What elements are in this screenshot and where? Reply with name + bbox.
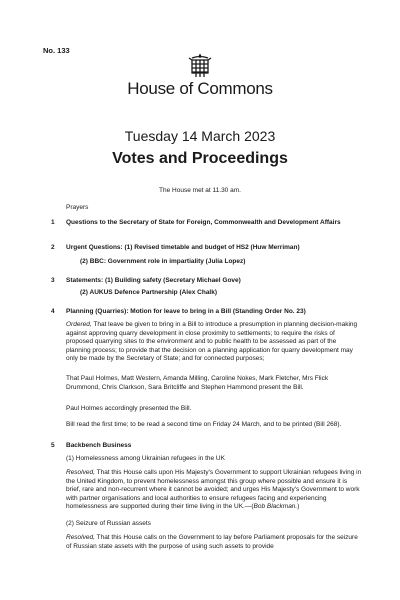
presented-paragraph: Paul Holmes accordingly presented the Bill. (66, 405, 192, 412)
portcullis-icon (187, 54, 213, 80)
motion-text: That this House calls upon His Majesty's Government to support Ukrainian refugees living in the United Kingdom, to prevent homelessness amongst this group where possible and ensure it is brief, rare and non-recurrent where it cannot be avoided; and urges His Majesty's Government to work with partner organisations and local authorities to ensure refugees facing and experiencing homelessness are supported during their time living in the UK.—( (66, 469, 362, 511)
motion-mover: Bob Blackman. (253, 503, 298, 511)
motion-text: That this House calls on the Government to lay before Parliament proposals for the seizure of Russian state assets with the purpose of using such assets to provide (66, 534, 358, 550)
item-number: 5 (51, 442, 55, 449)
item-number: 2 (51, 244, 55, 251)
motion-paragraph (66, 469, 362, 512)
members-paragraph: That Paul Holmes, Matt Western, Amanda Milling, Caroline Nokes, Mark Fletcher, Mrs Flick Drummond, Chris Clarkson, Sara Britcliffe and Stephen Hammond present the Bill. (66, 375, 329, 391)
item-heading: Backbench Business (66, 442, 132, 449)
item-subheading: (2) AUKUS Defence Partnership (Alex Chalk) (80, 289, 218, 296)
item-number: 4 (51, 308, 55, 315)
document-number: No. 133 (43, 46, 70, 55)
sitting-date: Tuesday 14 March 2023 (124, 128, 276, 144)
item-heading: Questions to the Secretary of State for Foreign, Commonwealth and Development Affairs (66, 219, 341, 226)
item-heading: Statements: (1) Building safety (Secretary Michael Gove) (66, 277, 241, 284)
item-heading: Urgent Questions: (1) Revised timetable and budget of HS2 (Huw Merriman) (66, 244, 300, 251)
item-number: 1 (51, 219, 55, 226)
resolved-label: Resolved, (66, 534, 95, 541)
ordered-paragraph (66, 321, 362, 364)
reading-paragraph: Bill read the first time; to be read a second time on Friday 24 March, and to be printed (Bill 268). (66, 421, 342, 428)
house-title: House of Commons (127, 79, 273, 98)
prayers-label: Prayers (66, 204, 89, 211)
resolved-label: Resolved, (66, 469, 95, 476)
item-number: 3 (51, 277, 55, 284)
item-subheading: (2) BBC: Government role in impartiality (Julia Lopez) (80, 258, 246, 265)
document-title: Votes and Proceedings (112, 150, 288, 167)
sitting-time: The House met at 11.30 am. (159, 187, 241, 194)
motion-title: (1) Homelessness among Ukrainian refugees in the UK (66, 455, 225, 462)
motion-close: ) (297, 503, 300, 511)
ordered-text: That leave be given to bring in a Bill to introduce a presumption in planning decision-making against approving quarry development in close proximity to settlements; to require the risks of proposed quarrying sites to the environment and to public health to be assessed as part of the planning process; to provide that the decision on a planning application for quarry development may only be made by the Secretary of State; and for connected purposes; (66, 321, 358, 363)
ordered-label: Ordered, (66, 321, 92, 328)
item-heading: Planning (Quarries): Motion for leave to bring in a Bill (Standing Order No. 23) (66, 308, 306, 315)
motion-title: (2) Seizure of Russian assets (66, 520, 151, 527)
motion-paragraph (66, 534, 362, 551)
